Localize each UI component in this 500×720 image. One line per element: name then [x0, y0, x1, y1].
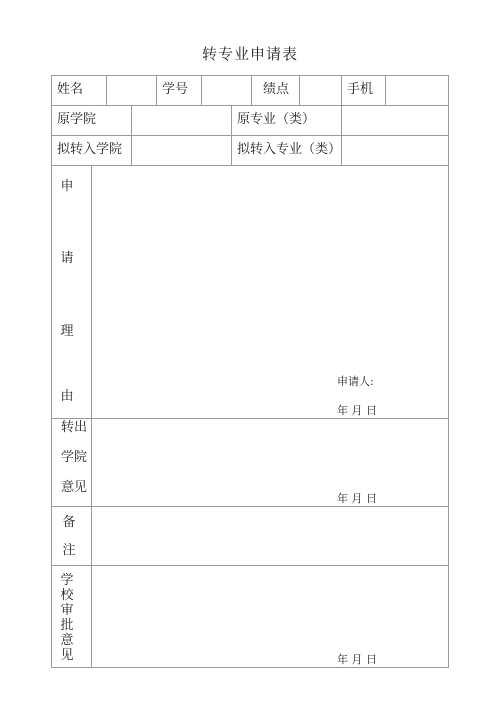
- table-line: [106, 75, 107, 105]
- table-line: [51, 565, 449, 566]
- table-line: [51, 165, 449, 166]
- target-college-label: 拟转入学院: [57, 142, 123, 157]
- table-line: [51, 135, 449, 136]
- school-label-char: 意: [60, 633, 74, 648]
- table-line: [251, 75, 252, 105]
- out-college-label-line: 意见: [61, 480, 88, 495]
- out-college-label-line: 学院: [61, 450, 88, 465]
- reason-label-char: 理: [60, 324, 74, 339]
- school-label-char: 见: [60, 648, 74, 663]
- remarks-label-char: 备: [62, 515, 76, 530]
- student-id-label: 学号: [162, 82, 189, 97]
- name-label: 姓名: [57, 82, 84, 97]
- table-line: [51, 667, 449, 668]
- reason-date-label: 年 月 日: [337, 404, 377, 417]
- table-line: [341, 105, 342, 165]
- table-line: [385, 75, 386, 105]
- applicant-label: 申请人:: [337, 375, 374, 388]
- table-line: [51, 75, 449, 76]
- table-line: [51, 506, 449, 507]
- table-line: [341, 75, 342, 105]
- out-college-date-label: 年 月 日: [337, 492, 377, 505]
- school-label-char: 学: [60, 573, 74, 588]
- gpa-label: 绩点: [263, 82, 290, 97]
- table-line: [156, 75, 157, 105]
- form-title: 转专业申请表: [201, 45, 298, 63]
- table-line: [448, 75, 449, 668]
- original-major-label: 原专业（类）: [237, 112, 316, 127]
- out-college-label-line: 转出: [61, 420, 88, 435]
- remarks-label-char: 注: [62, 543, 76, 558]
- target-major-label: 拟转入专业（类）: [237, 142, 342, 157]
- reason-label-char: 请: [60, 251, 74, 266]
- phone-label: 手机: [347, 82, 374, 97]
- table-line: [51, 418, 449, 419]
- table-line: [131, 105, 132, 165]
- reason-label-char: 由: [60, 389, 74, 404]
- original-college-label: 原学院: [57, 112, 97, 127]
- reason-label-char: 申: [60, 179, 74, 194]
- table-line: [231, 105, 232, 165]
- table-line: [201, 75, 202, 105]
- school-label-char: 批: [60, 618, 74, 633]
- table-line: [299, 75, 300, 105]
- table-line: [51, 105, 449, 106]
- school-label-char: 审: [60, 603, 74, 618]
- table-line: [91, 165, 92, 667]
- school-date-label: 年 月 日: [337, 653, 377, 666]
- school-label-char: 校: [60, 588, 74, 603]
- application-form-table: [51, 75, 449, 668]
- table-line: [51, 75, 52, 668]
